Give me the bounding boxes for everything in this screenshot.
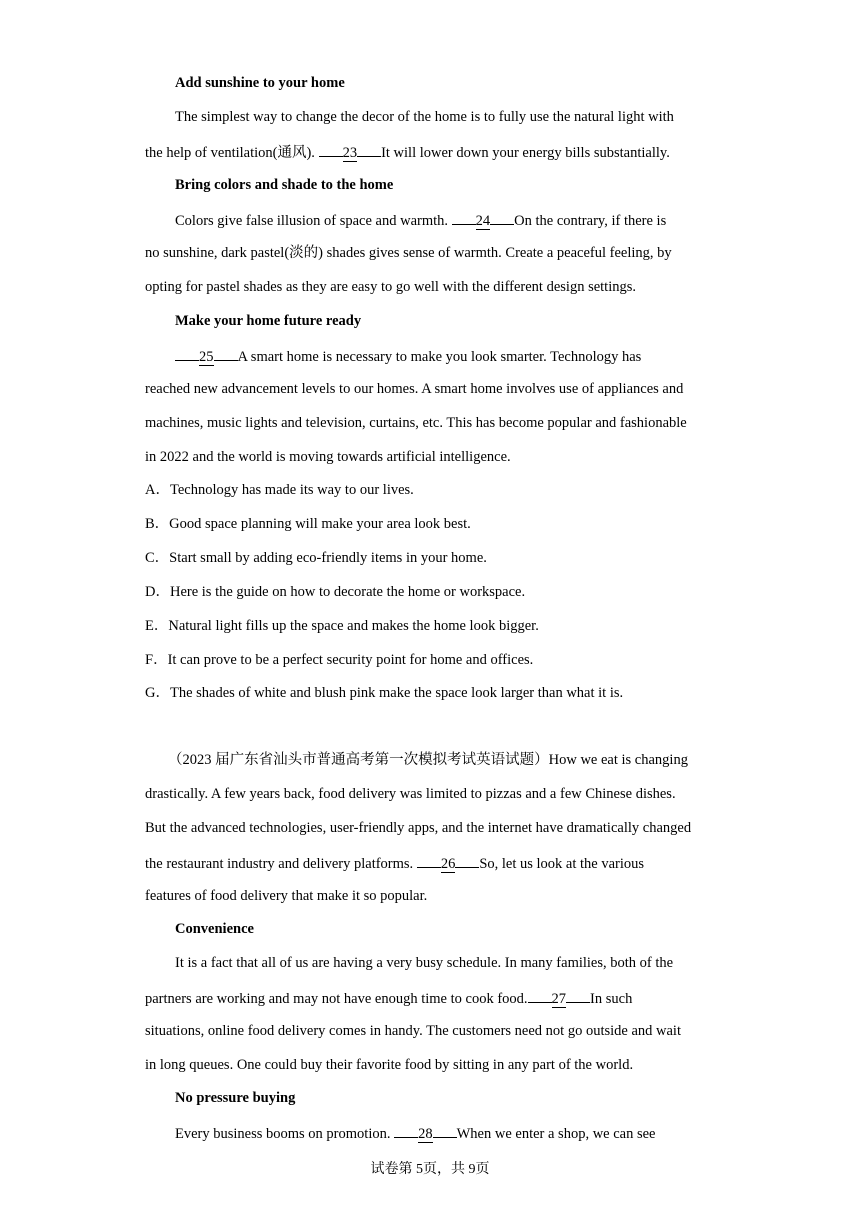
option-c: C．Start small by adding eco-friendly items in your home.	[145, 550, 487, 566]
heading-bring-colors: Bring colors and shade to the home	[175, 177, 394, 193]
blank-underline	[357, 142, 381, 157]
paragraph-line	[145, 142, 670, 162]
text-segment: the restaurant industry and delivery platforms.	[145, 856, 417, 872]
paragraph-line: no sunshine, dark pastel(淡的) shades gives sense of warmth. Create a peaceful feeling, by	[145, 245, 672, 261]
paragraph-line: opting for pastel shades as they are easy to go well with the different design settings.	[145, 279, 637, 295]
paragraph-line: in 2022 and the world is moving towards artificial intelligence.	[145, 449, 511, 465]
text-segment: Every business booms on promotion.	[175, 1126, 395, 1142]
paragraph-line	[145, 853, 644, 873]
text-segment: On the contrary, if there is	[514, 213, 667, 229]
blank-underline	[528, 988, 552, 1003]
paragraph-line	[175, 346, 641, 366]
option-f: F．It can prove to be a perfect security point for home and offices.	[145, 652, 534, 668]
heading-add-sunshine: Add sunshine to your home	[175, 75, 345, 91]
blank-underline	[319, 142, 343, 157]
blank-underline	[433, 1123, 457, 1138]
option-b: B．Good space planning will make your area look best.	[145, 516, 471, 532]
text-segment: Colors give false illusion of space and warmth.	[175, 213, 452, 229]
heading-convenience: Convenience	[175, 921, 254, 937]
blank-underline	[214, 346, 238, 361]
text-segment: So, let us look at the various	[479, 856, 645, 872]
passage-intro-line: （2023 届广东省汕头市普通高考第一次模拟考试英语试题）How we eat is changing	[168, 752, 688, 768]
option-a: A．Technology has made its way to our lives.	[145, 482, 414, 498]
paragraph-line: It is a fact that all of us are having a very busy schedule. In many families, both of the	[175, 955, 674, 971]
blank-underline	[175, 346, 199, 361]
page-footer: 试卷第 5页，共 9页	[370, 1162, 490, 1177]
heading-future-ready: Make your home future ready	[175, 313, 362, 329]
paragraph-line: reached new advancement levels to our homes. A smart home involves use of appliances and	[145, 381, 684, 397]
blank-underline	[490, 210, 514, 225]
text-segment: It will lower down your energy bills substantially.	[381, 145, 670, 161]
blank-underline	[394, 1123, 418, 1138]
text-segment: the help of ventilation(通风).	[145, 145, 319, 161]
paragraph-line: in long queues. One could buy their favorite food by sitting in any part of the world.	[145, 1057, 634, 1073]
paragraph-line: situations, online food delivery comes in handy. The customers need not go outside and wait	[145, 1023, 681, 1039]
text-segment: partners are working and may not have enough time to cook food.	[145, 991, 528, 1007]
blank-underline	[417, 853, 441, 868]
paragraph-line	[175, 1123, 656, 1143]
paragraph-line: drastically. A few years back, food delivery was limited to pizzas and a few Chinese dishes.	[145, 786, 676, 802]
option-g: G．The shades of white and blush pink make the space look larger than what it is.	[145, 685, 624, 701]
blank-number-28: 28	[418, 1126, 433, 1142]
text-segment: In such	[590, 991, 633, 1007]
text-segment: When we enter a shop, we can see	[456, 1126, 656, 1142]
blank-number-25: 25	[199, 349, 214, 365]
blank-number-26: 26	[440, 856, 456, 872]
paragraph-line: But the advanced technologies, user-friendly apps, and the internet have dramatically changed	[145, 820, 692, 836]
paragraph-line: features of food delivery that make it so popular.	[145, 888, 428, 904]
paragraph-line	[145, 988, 632, 1008]
option-d: D．Here is the guide on how to decorate the home or workspace.	[145, 584, 526, 600]
option-e: E．Natural light fills up the space and makes the home look bigger.	[145, 618, 539, 634]
blank-number-23: 23	[342, 145, 358, 161]
blank-underline	[452, 210, 476, 225]
blank-number-27: 27	[551, 991, 567, 1007]
paragraph-line: machines, music lights and television, curtains, etc. This has become popular and fashionable	[145, 415, 687, 431]
paragraph-line	[175, 210, 666, 230]
paragraph-line: The simplest way to change the decor of the home is to fully use the natural light with	[175, 109, 674, 125]
blank-number-24: 24	[475, 213, 491, 229]
heading-no-pressure: No pressure buying	[175, 1090, 296, 1106]
blank-underline	[566, 988, 590, 1003]
text-segment: A smart home is necessary to make you look smarter. Technology has	[237, 349, 642, 365]
blank-underline	[455, 853, 479, 868]
